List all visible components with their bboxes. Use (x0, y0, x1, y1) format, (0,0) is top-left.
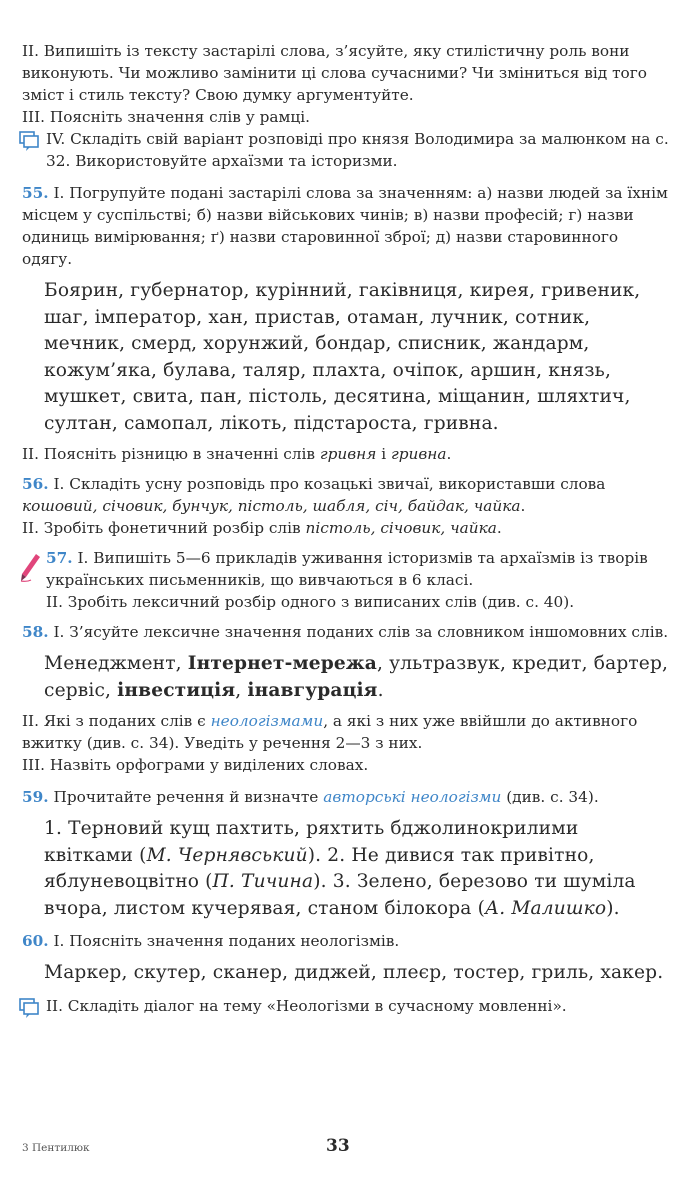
exercise-59-sentences (22, 816, 672, 922)
exercise-55-task (22, 182, 672, 270)
highlighted-term: авторські неологізми (323, 788, 502, 806)
task-text: І. Поясніть значення поданих неологізмів. (48, 932, 400, 950)
exercise-60-words: Маркер, скутер, сканер, диджей, плеєр, тостер, гриль, хакер. (44, 962, 664, 983)
sentence: ). (606, 897, 620, 919)
exercise-number: 57. (46, 549, 73, 567)
exercise-58-task-2 (22, 710, 672, 754)
sentence: 1. Терновий кущ пахтить, ряхтить бджолинокрилими квітками ( (44, 818, 579, 866)
word: Менеджмент, (44, 653, 188, 674)
exercise-60-task-2: ІІ. Складіть діалог на тему «Неологізми в сучасному мовленні». (46, 996, 567, 1015)
word: , (235, 679, 248, 701)
word: , ультразвук, кредит, бартер, сервіс, (44, 653, 669, 701)
task-text: (див. с. 34). (501, 788, 599, 806)
bold-word: Інтернет-мережа (187, 653, 377, 674)
task-text: Прочитайте речення й визначте (48, 788, 324, 806)
exercise-59-task (22, 786, 672, 808)
sentence: ). 3. Зелено, березово ти шуміла вчора, листом кучерявая, станом білокора ( (44, 871, 636, 919)
italic-words: пістоль, січовик, чайка (305, 519, 497, 537)
exercise-60-task-2-block (22, 995, 672, 1017)
exercise-number: 55. (22, 184, 49, 202)
bold-word: інавгурація (247, 679, 378, 701)
exercise-57-block (22, 547, 672, 613)
exercise-56-task (22, 473, 672, 517)
textbook-page (22, 40, 672, 1017)
exercise-number: 59. (22, 788, 49, 806)
italic-word: гривна (390, 445, 447, 463)
task-text: ІІ. Поясніть різницю в значенні слів (22, 445, 320, 463)
exercise-58-words (22, 651, 672, 704)
exercise-number: 56. (22, 475, 49, 493)
exercise-55-task-2 (22, 443, 672, 465)
exercise-57-task-2: ІІ. Зробіть лексичний розбір одного з виписаних слів (див. с. 40). (46, 593, 575, 611)
task-text: і (376, 445, 391, 463)
task-text: . (496, 519, 502, 537)
exercise-54-task-3: ІІІ. Поясніть значення слів у рамці. (22, 108, 311, 126)
task-text: ІІ. Зробіть фонетичний розбір слів (22, 519, 306, 537)
exercise-number: 58. (22, 623, 49, 641)
exercise-58-task (22, 621, 672, 643)
task-text: І. Складіть усну розповідь про козацькі звичаї, використавши слова (48, 475, 606, 493)
author-name: А. Малишко (485, 897, 607, 919)
italic-word: гривня (319, 445, 377, 463)
exercise-58-task-3: ІІІ. Назвіть орфограми у виділених словах. (22, 756, 369, 774)
exercise-54-task-4: IV. Складіть свій варіант розповіді про князя Володимира за малюнком на с. 32. Використовуйте архаїзми та історизми. (46, 130, 669, 170)
pencil-icon (19, 553, 41, 583)
exercise-54-task-4-block (22, 128, 672, 172)
speech-bubble-icon (19, 998, 39, 1018)
exercise-55-words: Боярин, губернатор, курінний, гаківниця, кирея, гривеник, шаг, імператор, хан, пристав, отаман, лучник, сотник, мечник, смерд, хорунжий, бондар, списник, жандарм, кожум’яка, булава, таляр, плахта, очіпок, аршин, князь, мушкет, свита, пан, пістоль, десятина, міщанин, шляхтич, султан, самопал, лікоть, підстароста, гривна. (44, 280, 641, 434)
signature-mark: 3 Пентилюк (22, 1142, 90, 1154)
task-text: . (520, 497, 526, 515)
task-text: І. Випишіть 5—6 прикладів уживання історизмів та архаїзмів із творів українських письменників, що вивчаються в 6 класі. (46, 549, 648, 589)
task-text: І. З’ясуйте лексичне значення поданих слів за словником іншомовних слів. (48, 623, 669, 641)
exercise-54-task-2: ІІ. Випишіть із тексту застарілі слова, з’ясуйте, яку стилістичну роль вони виконують. Чи можливо замінити ці слова сучасними? Чи зміниться від того зміст і стиль тексту? Свою думку аргументуйте. (22, 42, 647, 104)
exercise-60-task (22, 930, 672, 952)
highlighted-term: неологізмами (210, 712, 324, 730)
exercise-57-task (22, 547, 672, 591)
task-text: , а які з них уже ввійшли до активного вжитку (див. с. 34). Уведіть у речення 2—3 з них. (22, 712, 638, 752)
page-number: 33 (326, 1136, 350, 1156)
exercise-56-task-2 (22, 517, 672, 539)
speech-bubble-icon (19, 131, 39, 151)
task-text: . (446, 445, 452, 463)
author-name: П. Тичина (212, 871, 314, 892)
word: . (377, 679, 384, 701)
bold-word: інвестиція (117, 679, 236, 701)
exercise-55-task-text: І. Погрупуйте подані застарілі слова за значенням: а) назви людей за їхнім місцем у суспільстві; б) назви військових чинів; в) назви професій; г) назви одиниць вимірювання; ґ) назви старовинної зброї; д) назви старовинного одягу. (22, 184, 668, 268)
author-name: М. Чернявський (146, 844, 308, 866)
exercise-number: 60. (22, 932, 49, 950)
task-text: ІІ. Які з поданих слів є (22, 712, 211, 730)
italic-words: кошовий, січовик, бунчук, пістоль, шабля, січ, байдак, чайка (22, 497, 521, 515)
sentence: ). 2. Не дивися так привітно, яблуневоцвітно ( (44, 844, 595, 892)
